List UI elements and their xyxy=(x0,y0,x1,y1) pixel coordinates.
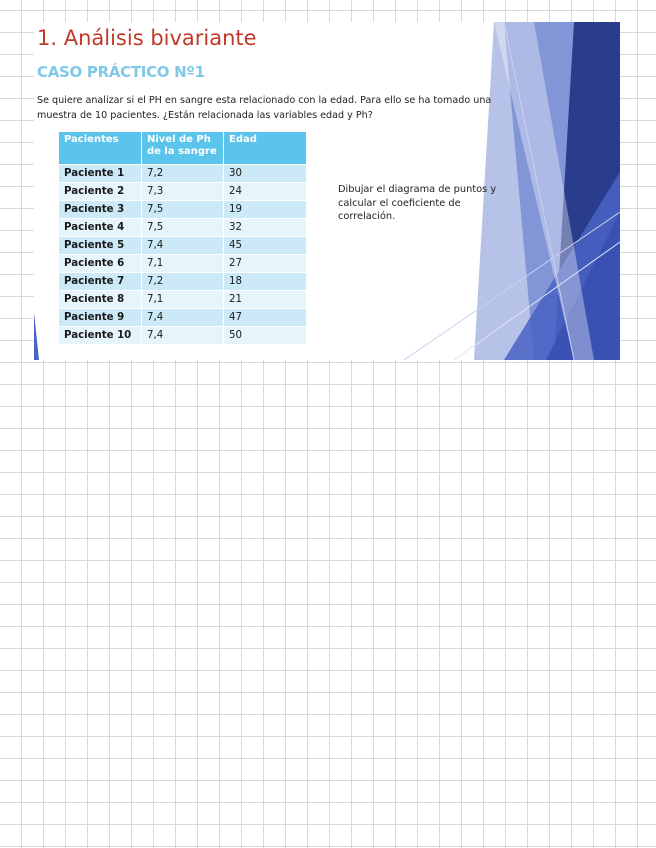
table-row xyxy=(59,183,307,201)
table-row xyxy=(59,327,307,345)
patient-name-cell: Paciente 2 xyxy=(59,183,142,201)
age-cell: 24 xyxy=(224,183,307,201)
ph-cell: 7,4 xyxy=(142,327,224,345)
patient-name-cell: Paciente 7 xyxy=(59,273,142,291)
table-row xyxy=(59,273,307,291)
slide-subtitle: CASO PRÁCTICO Nº1 xyxy=(37,63,205,81)
slide-title: 1. Análisis bivariante xyxy=(37,26,257,50)
table-row xyxy=(59,291,307,309)
table-row xyxy=(59,237,307,255)
patient-name-cell: Paciente 10 xyxy=(59,327,142,345)
slide xyxy=(34,22,620,360)
patient-name-cell: Paciente 8 xyxy=(59,291,142,309)
ph-cell: 7,2 xyxy=(142,273,224,291)
intro-text: Se quiere analizar si el PH en sangre esta relacionado con la edad. Para ello se ha tomado una muestra de 10 pacientes. ¿Están relacionada las variables edad y Ph? xyxy=(37,95,492,121)
age-cell: 27 xyxy=(224,255,307,273)
column-header-patients: Pacientes xyxy=(59,132,142,165)
age-cell: 32 xyxy=(224,219,307,237)
ph-cell: 7,5 xyxy=(142,219,224,237)
age-cell: 47 xyxy=(224,309,307,327)
instruction-note: Dibujar el diagrama de puntos y calcular el coeficiente de correlación. xyxy=(338,184,497,222)
age-cell: 21 xyxy=(224,291,307,309)
patient-name-cell: Paciente 5 xyxy=(59,237,142,255)
ph-cell: 7,2 xyxy=(142,165,224,183)
ph-cell: 7,1 xyxy=(142,291,224,309)
table-row xyxy=(59,201,307,219)
ph-cell: 7,4 xyxy=(142,237,224,255)
age-cell: 45 xyxy=(224,237,307,255)
ph-cell: 7,3 xyxy=(142,183,224,201)
patient-name-cell: Paciente 3 xyxy=(59,201,142,219)
table-row xyxy=(59,309,307,327)
patients-table xyxy=(59,132,307,344)
age-cell: 18 xyxy=(224,273,307,291)
ph-cell: 7,5 xyxy=(142,201,224,219)
patient-name-cell: Paciente 1 xyxy=(59,165,142,183)
patient-name-cell: Paciente 4 xyxy=(59,219,142,237)
table-header-row xyxy=(59,132,307,165)
table-row xyxy=(59,255,307,273)
patient-name-cell: Paciente 9 xyxy=(59,309,142,327)
age-cell: 30 xyxy=(224,165,307,183)
ph-cell: 7,1 xyxy=(142,255,224,273)
column-header-ph: Nivel de Ph de la sangre xyxy=(142,132,224,165)
age-cell: 19 xyxy=(224,201,307,219)
ph-cell: 7,4 xyxy=(142,309,224,327)
table-row xyxy=(59,165,307,183)
table-row xyxy=(59,219,307,237)
patient-name-cell: Paciente 6 xyxy=(59,255,142,273)
column-header-age: Edad xyxy=(224,132,307,165)
age-cell: 50 xyxy=(224,327,307,345)
